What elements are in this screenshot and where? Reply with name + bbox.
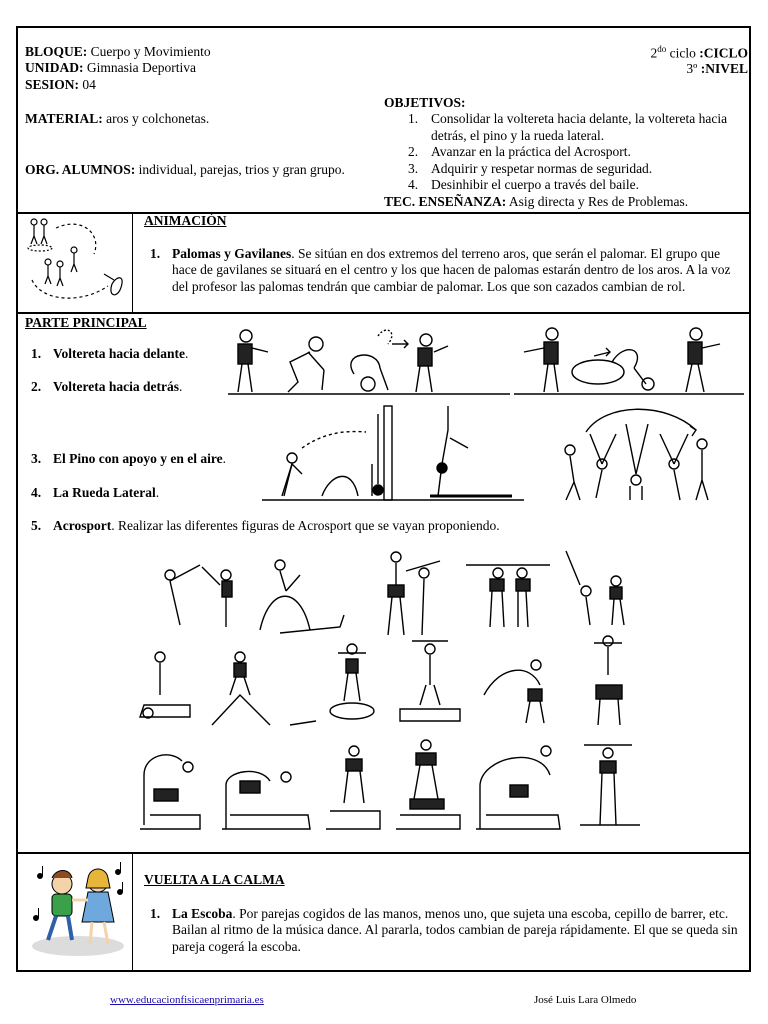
animacion-title: ANIMACIÓN	[144, 213, 227, 228]
material-line: MATERIAL: aros y colchonetas.	[25, 111, 210, 126]
objetivo-item: 3. Adquirir y respetar normas de seguridad.	[408, 160, 653, 176]
child-figure	[71, 247, 77, 272]
gymnast-finish	[686, 328, 720, 392]
boy-dancer	[48, 871, 72, 941]
forward-roll-illustration	[228, 322, 510, 398]
child-figure	[45, 259, 51, 284]
header-left	[25, 44, 365, 93]
acrosport-arc	[476, 746, 560, 829]
acrosport-stack	[388, 552, 440, 635]
dancing-children-illustration	[28, 860, 128, 960]
objetivo-item: 1. Consolidar la voltereta hacia delante, la voltereta hacia detrás, el pino y la rueda lateral.	[408, 111, 728, 143]
acrosport-balance	[484, 660, 544, 723]
gymnast-cartwheel-4	[660, 434, 688, 500]
principal-item-3: 3. El Pino con apoyo y en el aire .	[31, 451, 227, 466]
acrosport-base-top	[140, 652, 190, 718]
gymnast-crouch	[288, 337, 324, 392]
acrosport-bridge-2	[222, 771, 310, 829]
arrow-icon	[392, 340, 408, 348]
footer	[110, 994, 264, 1007]
gymnast-kick	[282, 453, 302, 496]
principal-item-2: 2. Voltereta hacia detrás .	[31, 379, 183, 394]
gymnast-roll	[351, 330, 392, 391]
objetivo-item: 2. Avanzar en la práctica del Acrosport.	[408, 144, 631, 160]
acrosport-triple	[396, 740, 460, 829]
objetivos-block	[384, 95, 744, 210]
unidad-line: UNIDAD: Gimnasia Deportiva	[25, 60, 196, 76]
acrosport-lift	[566, 551, 624, 625]
calma-title: VUELTA A LA CALMA	[144, 872, 285, 887]
bloque-line: BLOQUE: Cuerpo y Movimiento	[25, 44, 211, 59]
child-figure	[41, 219, 47, 244]
website-link[interactable]: www.educacionfisicaenprimaria.es	[110, 994, 264, 1006]
org-line: ORG. ALUMNOS: individual, parejas, trios y gran grupo.	[25, 162, 345, 177]
arrow-icon	[594, 348, 610, 356]
girl-dancer	[82, 869, 114, 944]
acrosport-pair	[165, 565, 232, 627]
acrosport-star	[330, 644, 374, 719]
handstand-illustration	[262, 404, 524, 504]
backward-roll-illustration	[514, 322, 744, 398]
acrosport-v	[400, 641, 460, 721]
gymnast-cartwheel-5	[696, 439, 708, 500]
gymnast-stand	[238, 330, 268, 392]
acrosport-pyramid	[212, 652, 316, 725]
ciclo-line: $2^{do}$ ciclo :CICLO	[650, 44, 748, 61]
gymnast-stand	[524, 328, 558, 392]
divider-principal	[18, 852, 749, 854]
acrosport-group	[580, 745, 640, 825]
acrosport-figures-illustration	[130, 545, 650, 840]
objetivos-title: OBJETIVOS:	[384, 95, 466, 110]
cartwheel-illustration	[556, 404, 712, 504]
music-note-icon	[116, 862, 121, 875]
acrosport-bridge	[260, 560, 344, 633]
acrosport-arch	[466, 565, 550, 627]
divider-calma-col	[132, 852, 133, 972]
objetivo-item: 4. Desinhibir el cuerpo a través del baile.	[408, 177, 640, 193]
principal-item-1: 1. Voltereta hacia delante .	[31, 346, 189, 361]
author-name: José Luis Lara Olmedo	[534, 994, 637, 1006]
child-figure	[31, 219, 37, 244]
gymnast-cartwheel-2	[590, 434, 616, 498]
principal-title: PARTE PRINCIPAL	[25, 315, 147, 330]
gymnast-handstand-wall	[372, 414, 383, 496]
music-note-icon	[34, 908, 39, 921]
principal-item-4: 4. La Rueda Lateral .	[31, 485, 160, 500]
gymnast-cartwheel-3	[626, 424, 648, 500]
divider-animacion-col	[132, 212, 133, 312]
principal-item-5: 5. Acrosport . Realizar las diferentes figuras de Acrosport que se vayan proponiendo.	[31, 518, 500, 533]
child-figure	[57, 261, 63, 286]
calma-item: 1. La Escoba. Por parejas cogidos de las manos, menos uno, que sujeta una escoba, cepillo de barrer, etc. Bailan al ritmo de la música dance. Al pararla, todos cambian de pareja rápidamente. El que se queda sin pareja cogerá la escoba.	[150, 906, 738, 954]
acrosport-high	[594, 636, 622, 725]
acrosport-shoulder	[326, 746, 380, 829]
gymnast-finish	[416, 334, 448, 392]
animacion-item: 1. Palomas y Gavilanes. Se sitúan en dos extremos del terreno aros, que serán el palomar. El grupo que hace de gavilanes se situará en el centro y los que hacen de palomas estarán dentro de los aros. A la voz del profesor las palomas tendrán que cambiar de palomar. Los que son cazados cambian de rol.	[150, 246, 731, 294]
sesion-line: SESION: 04	[25, 76, 96, 92]
nivel-line: 3º :NIVEL	[686, 61, 748, 76]
gymnast-handstand-free	[437, 406, 468, 496]
music-note-icon	[118, 882, 123, 895]
gymnast-cartwheel-1	[565, 445, 580, 500]
gymnast-roll-back	[572, 350, 654, 390]
palomas-diagram-illustration	[22, 214, 128, 306]
acrosport-tower	[140, 755, 200, 829]
divider-animacion	[18, 312, 749, 314]
tec-line: TEC. ENSEÑANZA: Asig directa y Res de Problemas.	[384, 193, 689, 209]
music-note-icon	[38, 866, 43, 879]
